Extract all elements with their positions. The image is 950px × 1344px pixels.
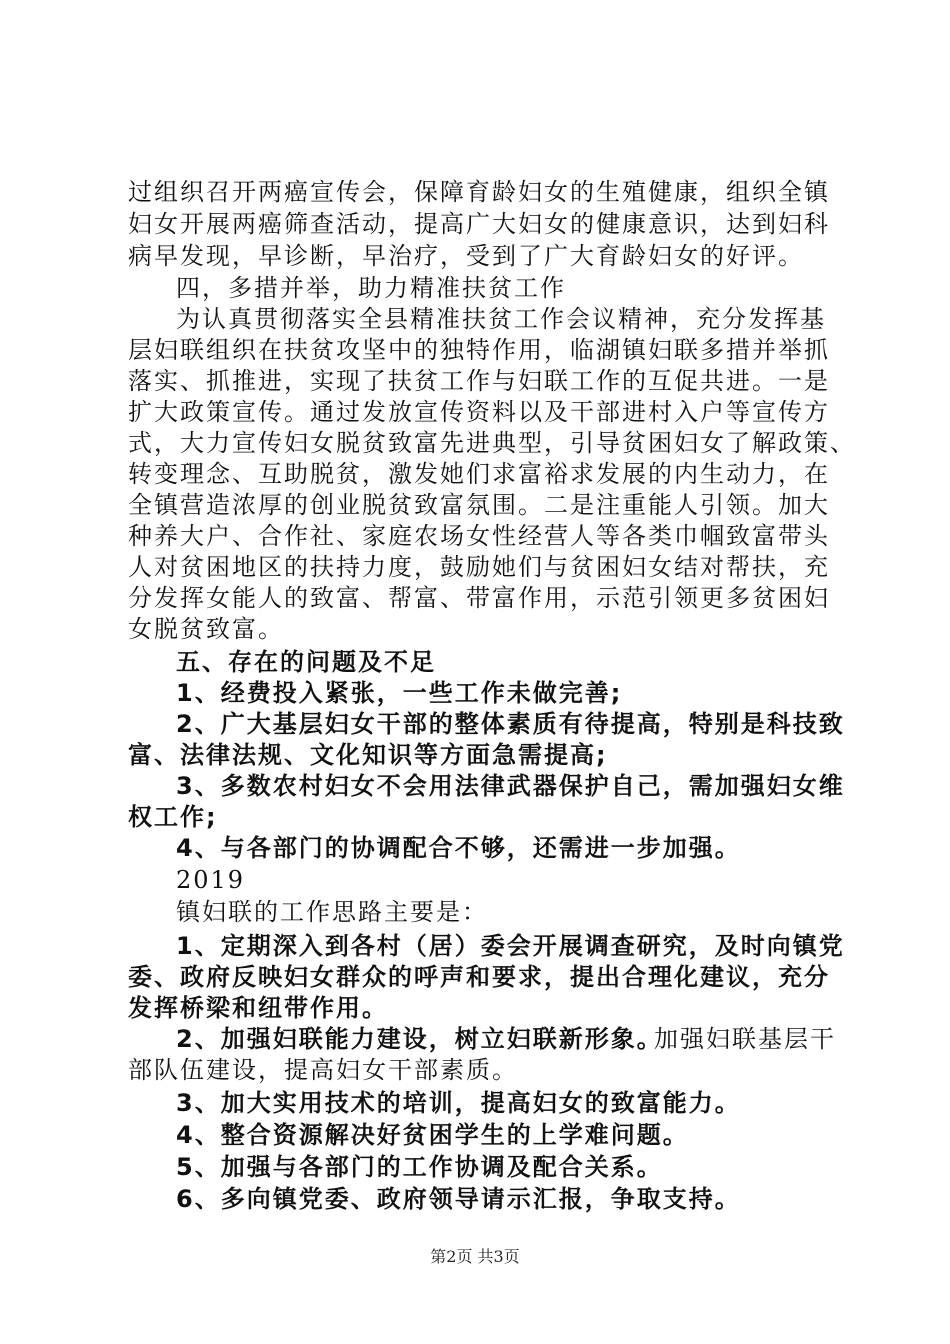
page-footer: 第2页 共3页 [430, 1247, 520, 1266]
list-item: 3、加大实用技术的培训，提高妇女的致富能力。 [176, 1089, 741, 1117]
paragraph-line: 过组织召开两癌宣传会，保障育龄妇女的生殖健康，组织全镇 [128, 178, 830, 206]
list-item-continuation: 富、法律法规、文化知识等方面急需提高; [128, 741, 608, 769]
list-item: 5、加强与各部门的工作协调及配合关系。 [176, 1153, 663, 1181]
paragraph-line: 扩大政策宣传。通过发放宣传资料以及干部进村入户等宣传方 [128, 398, 830, 426]
paragraph-line: 全镇营造浓厚的创业脱贫致富氛围。二是注重能人引领。加大 [128, 491, 830, 519]
list-item: 2、广大基层妇女干部的整体素质有待提高，特别是科技致 [176, 710, 845, 738]
list-item: 1、定期深入到各村（居）委会开展调查研究，及时向镇党 [176, 932, 845, 960]
list-item-continuation: 发挥桥梁和纽带作用。 [128, 994, 388, 1022]
list-item: 1、经费投入紧张，一些工作未做完善; [176, 679, 623, 707]
list-item: 2、加强妇联能力建设，树立妇联新形象。 [176, 1025, 663, 1053]
paragraph-line: 落实、抓推进，实现了扶贫工作与妇联工作的互促共进。一是 [128, 367, 830, 395]
paragraph-line: 转变理念、互助脱贫，激发她们求富裕求发展的内生动力，在 [128, 460, 830, 488]
paragraph-line: 为认真贯彻落实全县精准扶贫工作会议精神，充分发挥基 [176, 305, 826, 333]
paragraph-line: 加强妇联基层干 [654, 1025, 836, 1053]
paragraph-line: 人对贫困地区的扶持力度，鼓励她们与贫困妇女结对帮扶，充 [128, 553, 830, 581]
list-item-continuation: 权工作; [128, 803, 218, 831]
paragraph-line: 式，大力宣传妇女脱贫致富先进典型，引导贫困妇女了解政策、 [128, 429, 856, 457]
paragraph-line: 妇女开展两癌筛查活动，提高广大妇女的健康意识，达到妇科 [128, 210, 830, 238]
list-item-continuation: 委、政府反映妇女群众的呼声和要求，提出合理化建议，充分 [128, 963, 830, 991]
paragraph-line: 分发挥女能人的致富、帮富、带富作用，示范引领更多贫困妇 [128, 584, 830, 612]
paragraph-line: 镇妇联的工作思路主要是： [176, 898, 488, 926]
paragraph-line: 部队伍建设，提高妇女干部素质。 [128, 1056, 518, 1084]
list-item: 4、与各部门的协调配合不够，还需进一步加强。 [176, 834, 741, 862]
section-heading: 五、存在的问题及不足 [176, 648, 436, 676]
section-heading: 四，多措并举，助力精准扶贫工作 [176, 274, 566, 302]
paragraph-line: 种养大户、合作社、家庭农场女性经营人等各类巾帼致富带头 [128, 522, 830, 550]
list-item: 6、多向镇党委、政府领导请示汇报，争取支持。 [176, 1185, 741, 1213]
year-label: 2019 [176, 866, 246, 894]
paragraph-line: 病早发现，早诊断，早治疗，受到了广大育龄妇女的好评。 [128, 242, 804, 270]
list-item: 3、多数农村妇女不会用法律武器保护自己，需加强妇女维 [176, 772, 845, 800]
paragraph-line: 层妇联组织在扶贫攻坚中的独特作用，临湖镇妇联多措并举抓 [128, 336, 830, 364]
paragraph-line: 女脱贫致富。 [128, 615, 284, 643]
list-item: 4、整合资源解决好贫困学生的上学难问题。 [176, 1121, 689, 1149]
